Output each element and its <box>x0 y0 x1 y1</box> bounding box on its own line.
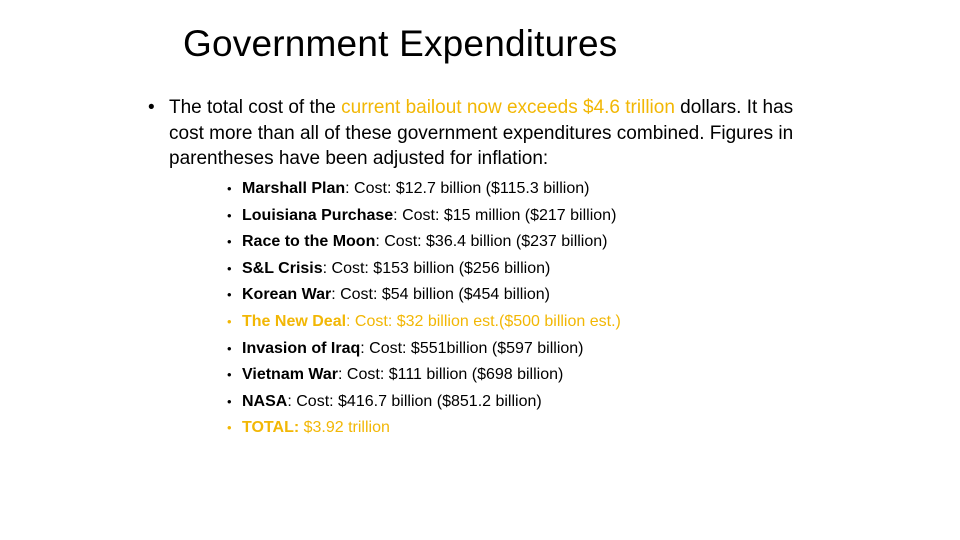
list-item <box>227 336 747 363</box>
item-name: Marshall Plan <box>242 180 346 197</box>
list-item <box>227 229 747 256</box>
item-detail: : Cost: $416.7 billion ($851.2 billion) <box>287 392 542 410</box>
item-name: Invasion of Iraq <box>242 339 361 357</box>
list-item-total <box>227 415 747 442</box>
item-name: Korean War <box>242 286 332 304</box>
bullet-icon: • <box>148 97 155 118</box>
intro-paragraph <box>169 95 818 172</box>
bullet-icon: • <box>227 393 232 409</box>
slide-title: Government Expenditures <box>183 23 618 64</box>
item-detail: : Cost: $111 billion ($698 billion) <box>338 366 564 384</box>
bullet-icon: • <box>227 181 232 196</box>
item-detail: : Cost: $32 billion est.($500 billion est.) <box>346 312 621 330</box>
bullet-icon: • <box>227 260 232 276</box>
bullet-icon: • <box>227 313 232 329</box>
list-item <box>227 176 747 203</box>
item-detail: : Cost: $15 million ($217 billion) <box>393 206 617 224</box>
expenditure-list <box>227 176 747 442</box>
item-name: Louisiana Purchase <box>242 206 394 224</box>
item-detail: $3.92 trillion <box>299 419 390 437</box>
bullet-icon: • <box>227 207 232 223</box>
intro-text-before: The total cost of the <box>169 97 342 118</box>
bullet-icon: • <box>227 367 232 383</box>
list-item <box>227 256 747 283</box>
bullet-icon: • <box>227 287 232 303</box>
bullet-icon: • <box>227 420 232 436</box>
item-detail: : Cost: $153 billion ($256 billion) <box>322 259 551 277</box>
item-detail: : Cost: $551billion ($597 billion) <box>360 339 584 357</box>
intro-text-after: dollars. It has cost more than all of these government expenditures combined. Figures in parentheses have been adjusted for inflation: <box>169 97 794 169</box>
item-name: The New Deal <box>242 312 347 330</box>
item-detail: : Cost: $36.4 billion ($237 billion) <box>375 233 608 251</box>
item-detail: : Cost: $54 billion ($454 billion) <box>331 286 550 304</box>
intro-highlight: current bailout now exceeds $4.6 trillion <box>341 97 675 118</box>
list-item <box>227 203 747 230</box>
list-item-highlighted <box>227 309 747 336</box>
item-name: NASA <box>242 392 288 410</box>
bullet-icon: • <box>227 340 232 356</box>
list-item <box>227 362 747 389</box>
intro-bullet <box>148 95 818 172</box>
item-name: Race to the Moon <box>242 233 376 251</box>
item-detail: : Cost: $12.7 billion ($115.3 billion) <box>345 180 590 197</box>
item-name: TOTAL: <box>242 419 300 437</box>
item-name: S&L Crisis <box>242 259 323 277</box>
list-item <box>227 389 747 416</box>
list-item <box>227 282 747 309</box>
bullet-icon: • <box>227 234 232 250</box>
item-name: Vietnam War <box>242 366 339 384</box>
